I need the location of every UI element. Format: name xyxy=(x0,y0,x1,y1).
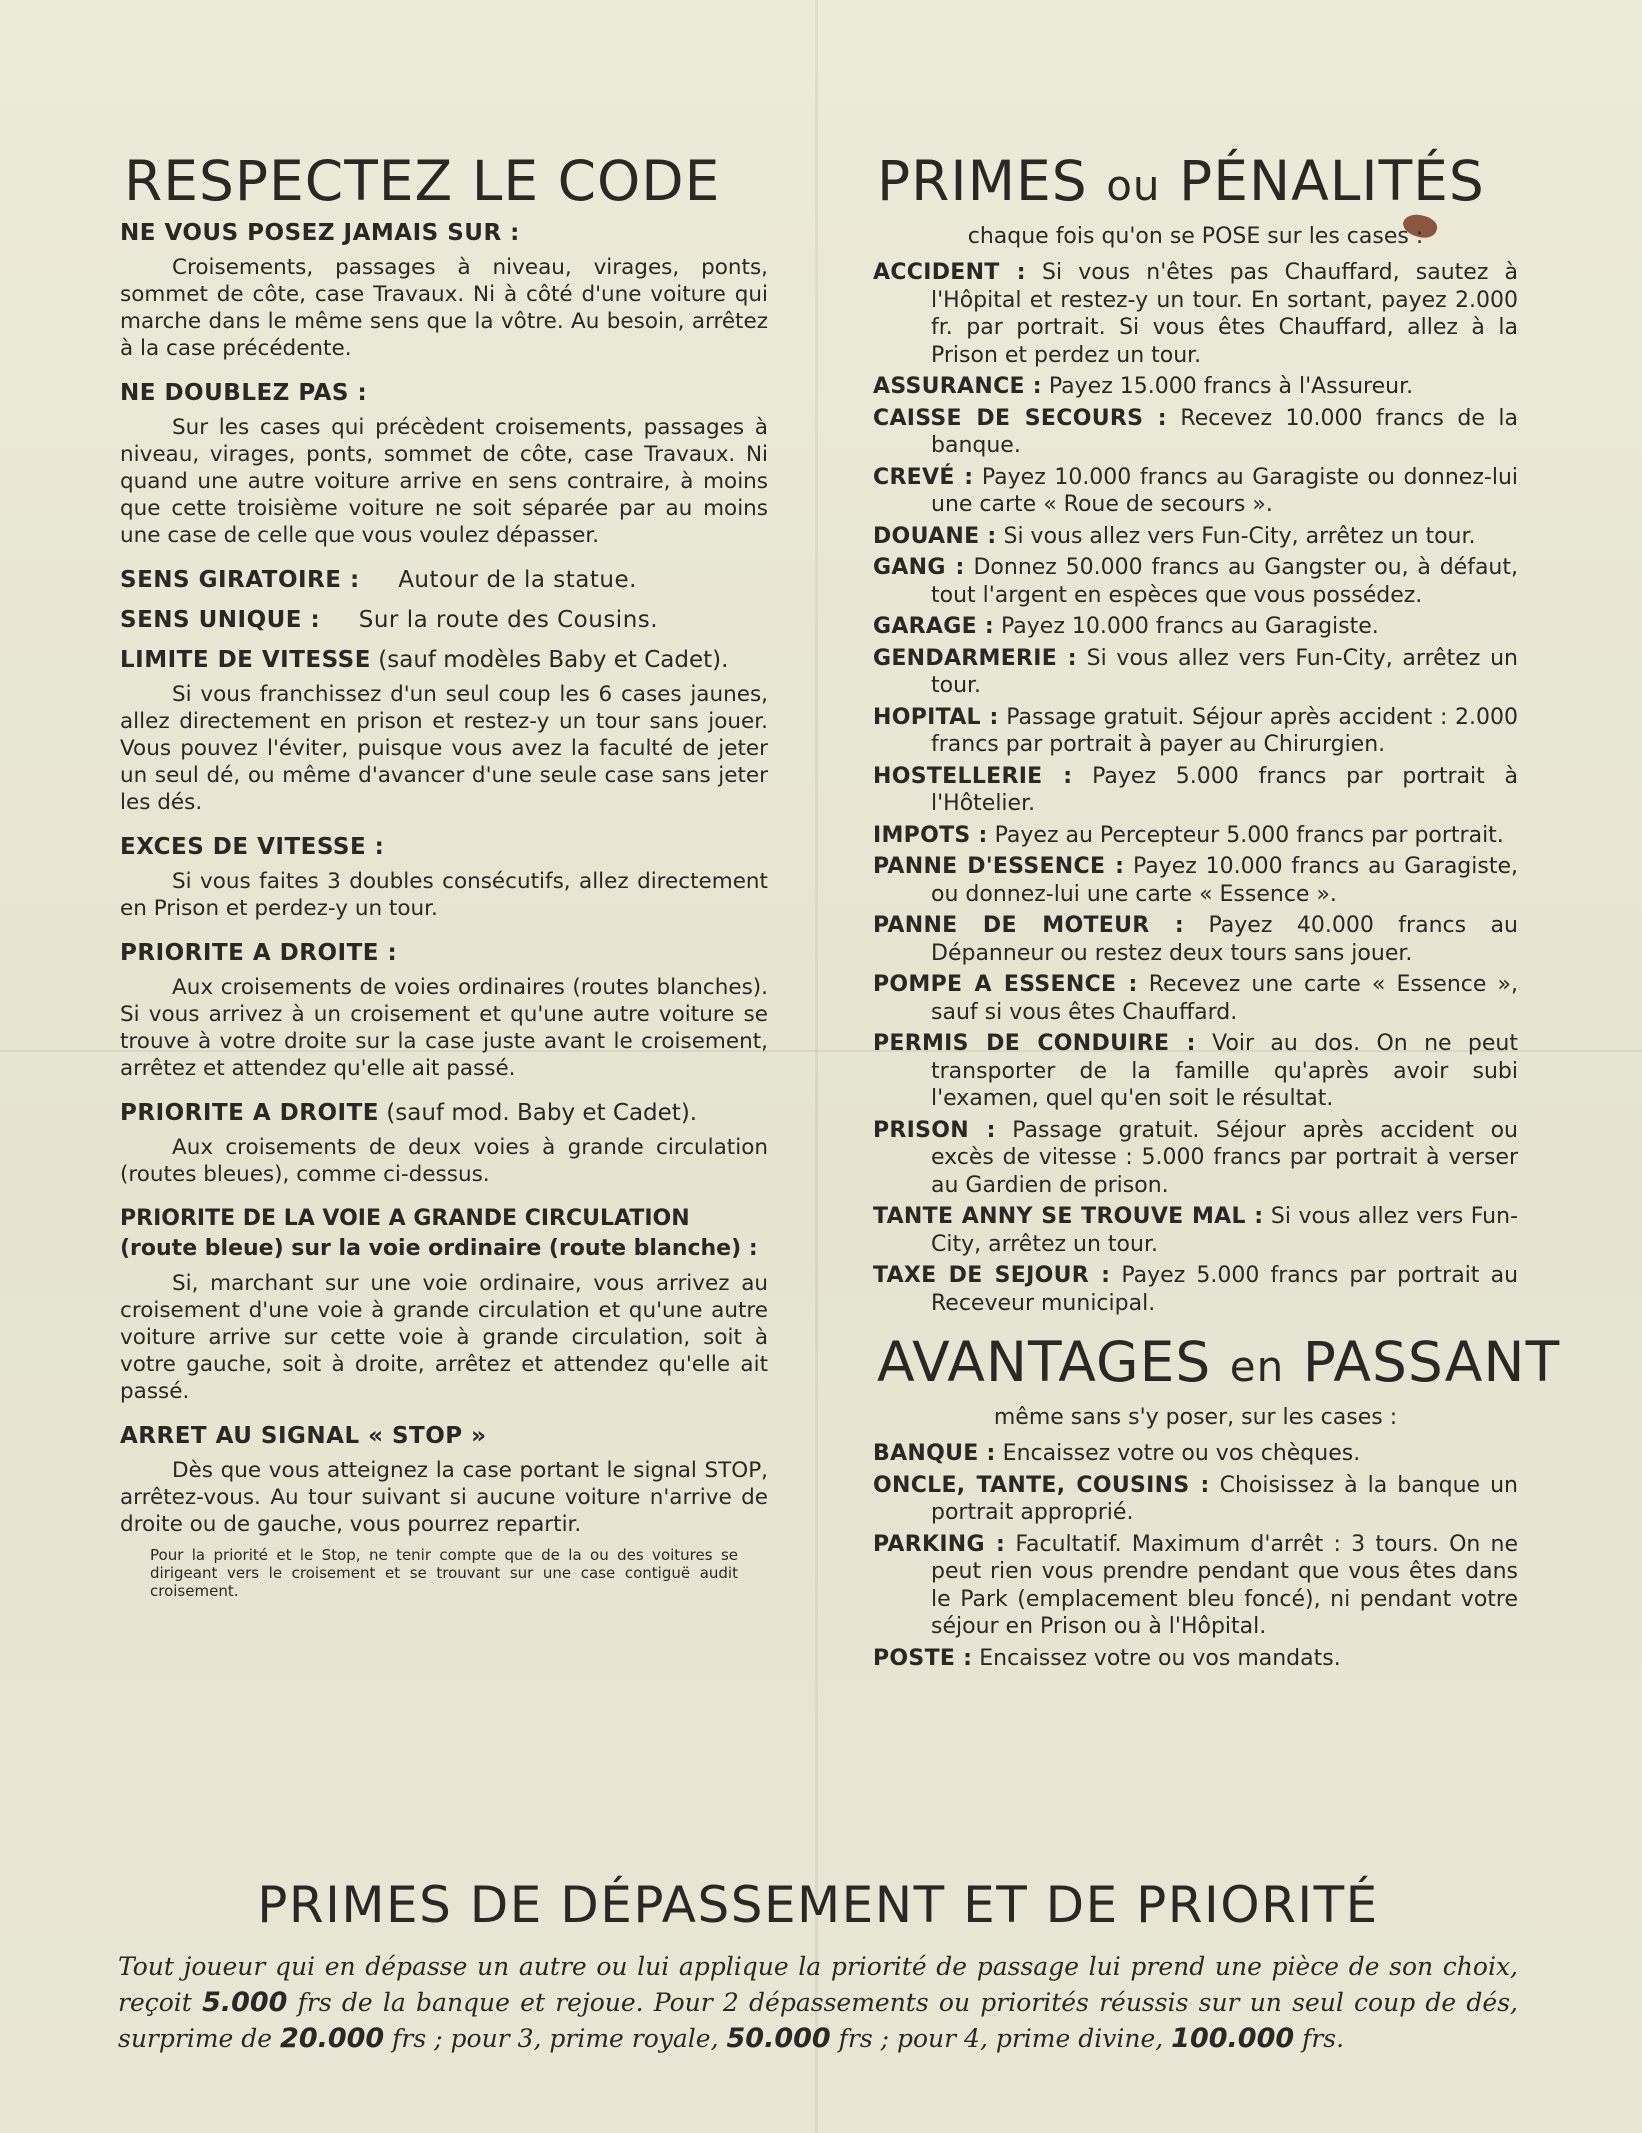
section-body: Si vous franchissez d'un seul coup les 6 cases jaunes, allez directement en prison et restez-y un tour sans jouer. Vous pouvez l'éviter, puisque vous avez la faculté de jeter un seul dé, ou même d'avancer d'une seule case sans jeter les dés. xyxy=(120,682,768,815)
list-item xyxy=(873,822,1518,850)
entry-text: Payez 10.000 francs au Garagiste, ou donnez-lui une carte « Essence ». xyxy=(931,854,1518,907)
entry-text: Encaissez votre ou vos chèques. xyxy=(1002,1441,1361,1466)
entry-text: Passage gratuit. Séjour après accident : 2.000 francs par portrait à payer au Chirurgien. xyxy=(931,704,1518,757)
left-column xyxy=(120,150,768,1600)
list-item xyxy=(873,912,1518,967)
footnote: Pour la priorité et le Stop, ne tenir compte que de la ou des voitures se dirigeant vers le croisement et se trouvant sur une case contiguë audit croisement. xyxy=(150,1546,738,1600)
section-title: EXCES DE VITESSE : xyxy=(120,834,385,860)
section-line xyxy=(120,1098,768,1128)
section-line xyxy=(120,565,768,595)
list-item xyxy=(873,645,1518,700)
bonus-amount: 5.000 xyxy=(202,1987,288,2018)
entry-term: PANNE D'ESSENCE : xyxy=(873,854,1125,879)
entry-text: Recevez 10.000 francs de la banque. xyxy=(931,405,1518,458)
entry-term: ASSURANCE : xyxy=(873,374,1042,399)
entry-term: TAXE DE SEJOUR : xyxy=(873,1263,1111,1288)
list-item xyxy=(873,554,1518,609)
entry-text: Si vous n'êtes pas Chauffard, sautez à l'Hôpital et restez-y un tour. En sortant, payez 2.000 fr. par portrait. Si vous êtes Chauffard, allez à la Prison et perdez un tour. xyxy=(931,260,1519,368)
list-item xyxy=(873,464,1518,519)
list-item xyxy=(873,1472,1518,1527)
entry-term: PANNE DE MOTEUR : xyxy=(873,913,1185,938)
list-item xyxy=(873,1531,1518,1641)
primes-subheading: chaque fois qu'on se POSE sur les cases : xyxy=(967,224,1424,249)
code-section xyxy=(120,938,768,1082)
list-item xyxy=(873,373,1518,401)
code-section xyxy=(120,1421,768,1538)
primes-heading xyxy=(877,150,1518,217)
list-item xyxy=(873,1030,1518,1113)
list-item xyxy=(873,613,1518,641)
section-title: LIMITE DE VITESSE xyxy=(120,647,371,673)
entry-term: PARKING : xyxy=(873,1531,1006,1557)
bonus-heading: PRIMES DE DÉPASSEMENT ET DE PRIORITÉ xyxy=(257,1876,1379,1934)
entry-term: IMPOTS : xyxy=(873,822,988,848)
list-item xyxy=(873,259,1518,369)
entry-text: Si vous allez vers Fun-City, arrêtez un tour. xyxy=(931,1204,1519,1257)
section-inline-text: Sur la route des Cousins. xyxy=(358,607,659,633)
code-section xyxy=(120,1204,768,1405)
section-body: Si vous faites 3 doubles consécutifs, allez directement en Prison et perdez-y un tour. xyxy=(120,869,768,921)
entry-text: Passage gratuit. Séjour après accident ou excès de vitesse : 5.000 francs par portrait à verser au Gardien de prison. xyxy=(931,1117,1518,1198)
entry-text: Facultatif. Maximum d'arrêt : 3 tours. On ne peut rien vous prendre pendant que vous êtes dans le Park (emplacement bleu foncé), ni pendant votre séjour en Prison ou à l'Hôpital. xyxy=(931,1531,1519,1639)
code-heading: RESPECTEZ LE CODE xyxy=(124,149,721,213)
entry-term: ONCLE, TANTE, COUSINS : xyxy=(873,1472,1210,1498)
entry-term: GANG : xyxy=(873,555,965,580)
code-section xyxy=(120,645,768,816)
heading-part: PÉNALITÉS xyxy=(1179,149,1485,213)
list-item xyxy=(873,1440,1518,1468)
section-title: PRIORITE A DROITE xyxy=(120,1100,379,1126)
section-body: Aux croisements de deux voies à grande circulation (routes bleues), comme ci-dessus. xyxy=(120,1135,768,1187)
entry-term: TANTE ANNY SE TROUVE MAL : xyxy=(873,1204,1264,1229)
bottom-section xyxy=(118,1875,1518,2057)
bonus-text: frs ; pour 3, prime royale, xyxy=(384,2024,727,2053)
heading-part: PRIMES xyxy=(877,149,1088,213)
section-line xyxy=(120,605,768,635)
avantages-subheading: même sans s'y poser, sur les cases : xyxy=(993,1405,1398,1430)
list-item xyxy=(873,704,1518,759)
bonus-text: frs. xyxy=(1294,2024,1345,2053)
list-item xyxy=(873,763,1518,818)
entry-text: Choisissez à la banque un portrait approprié. xyxy=(931,1472,1518,1525)
entry-term: POSTE : xyxy=(873,1645,973,1671)
entry-text: Payez 5.000 francs par portrait à l'Hôtelier. xyxy=(931,763,1518,816)
list-item xyxy=(873,971,1518,1026)
code-section xyxy=(120,565,768,595)
entry-text: Payez 15.000 francs à l'Assureur. xyxy=(1048,374,1414,399)
avantages-heading xyxy=(877,1330,1561,1398)
entry-text: Voir au dos. On ne peut transporter de la famille qu'après avoir subi l'examen, quel qu'en soit le résultat. xyxy=(931,1031,1518,1111)
heading-part: AVANTAGES xyxy=(877,1330,1212,1394)
section-title: PRIORITE A DROITE : xyxy=(120,940,398,966)
code-section xyxy=(120,378,768,549)
heading-part: PASSANT xyxy=(1302,1330,1561,1394)
entry-text: Payez 40.000 francs au Dépanneur ou restez deux tours sans jouer. xyxy=(931,913,1518,966)
bonus-text: Tout joueur qui en dépasse un autre ou lui applique la priorité de passage lui prend une pièce de son choix, reçoit xyxy=(118,1952,1518,2017)
entry-text: Donnez 50.000 francs au Gangster ou, à défaut, tout l'argent en espèces que vous possédez. xyxy=(931,555,1518,608)
bonus-amount: 100.000 xyxy=(1171,2023,1295,2054)
entry-term: CAISSE DE SECOURS : xyxy=(873,405,1167,431)
bonus-paragraph xyxy=(118,1949,1518,2057)
entry-term: HOSTELLERIE : xyxy=(873,763,1073,789)
entry-text: Encaissez votre ou vos mandats. xyxy=(979,1645,1341,1671)
section-title: NE DOUBLEZ PAS : xyxy=(120,380,368,406)
list-item xyxy=(873,523,1518,551)
section-title: NE VOUS POSEZ JAMAIS SUR : xyxy=(120,220,520,246)
list-item xyxy=(873,853,1518,908)
list-item xyxy=(873,1117,1518,1200)
section-body: Sur les cases qui précèdent croisements, passages à niveau, virages, ponts, sommet de côte, case Travaux. Ni quand une autre voiture arrive en sens contraire, à moins que cette troisième voiture ne soit séparée par au moins une case de celle que vous voulez dépasser. xyxy=(120,415,768,548)
entry-text: Payez 10.000 francs au Garagiste ou donnez-lui une carte « Roue de secours ». xyxy=(931,464,1518,517)
entry-term: HOPITAL : xyxy=(873,704,999,730)
entry-term: PRISON : xyxy=(873,1117,996,1143)
section-title: ARRET AU SIGNAL « STOP » xyxy=(120,1423,487,1449)
entry-term: GENDARMERIE : xyxy=(873,645,1077,671)
entry-term: POMPE A ESSENCE : xyxy=(873,972,1138,997)
code-section xyxy=(120,1098,768,1188)
primes-list xyxy=(873,259,1518,1317)
entry-text: Payez au Percepteur 5.000 francs par portrait. xyxy=(994,822,1504,848)
entry-text: Si vous allez vers Fun-City, arrêtez un tour. xyxy=(931,645,1518,698)
section-title: SENS GIRATOIRE : xyxy=(120,567,360,593)
entry-text: Recevez une carte « Essence », sauf si vous êtes Chauffard. xyxy=(931,972,1518,1025)
entry-term: BANQUE : xyxy=(873,1441,996,1466)
code-section xyxy=(120,218,768,362)
entry-term: CREVÉ : xyxy=(873,464,974,490)
list-item xyxy=(873,1262,1518,1317)
code-section xyxy=(120,605,768,635)
bonus-text: frs ; pour 4, prime divine, xyxy=(830,2024,1172,2053)
heading-connector: en xyxy=(1229,1342,1285,1391)
section-title: PRIORITE DE LA VOIE A GRANDE CIRCULATION (route bleue) sur la voie ordinaire (route blanche) : xyxy=(120,1206,758,1261)
avantages-list xyxy=(873,1440,1518,1672)
entry-term: DOUANE : xyxy=(873,523,997,549)
entry-text: Si vous allez vers Fun-City, arrêtez un tour. xyxy=(1003,523,1476,549)
bonus-text: frs de la banque et rejoue. Pour 2 dépassements ou priorités réussis sur un seul coup de dés, surprime de xyxy=(118,1988,1518,2053)
entry-term: ACCIDENT : xyxy=(873,260,1026,285)
code-section xyxy=(120,832,768,922)
list-item xyxy=(873,1645,1518,1673)
heading-connector: ou xyxy=(1106,161,1161,210)
section-body: Si, marchant sur une voie ordinaire, vous arrivez au croisement d'une voie à grande circulation et qu'une autre voiture arrive sur cette voie à grande circulation, soit à votre gauche, soit à droite, arrêtez et attendez qu'elle ait passé. xyxy=(120,1271,768,1404)
entry-text: Payez 10.000 francs au Garagiste. xyxy=(1001,614,1379,639)
entry-term: PERMIS DE CONDUIRE : xyxy=(873,1031,1196,1056)
vertical-fold xyxy=(815,0,818,2133)
section-title-note: (sauf modèles Baby et Cadet). xyxy=(370,647,729,673)
bonus-amount: 50.000 xyxy=(726,2023,831,2054)
section-body: Croisements, passages à niveau, virages, ponts, sommet de côte, case Travaux. Ni à côté d'une voiture qui marche dans le même sens que la vôtre. Au besoin, arrêtez à la case précédente. xyxy=(120,255,768,361)
section-title: SENS UNIQUE : xyxy=(120,607,321,633)
section-body: Dès que vous atteignez la case portant le signal STOP, arrêtez-vous. Au tour suivant si aucune voiture n'arrive de droite ou de gauche, vous pourrez repartir. xyxy=(120,1458,768,1537)
list-item xyxy=(873,405,1518,460)
list-item xyxy=(873,1203,1518,1258)
section-inline-text: Autour de la statue. xyxy=(398,567,637,593)
section-body: Aux croisements de voies ordinaires (routes blanches). Si vous arrivez à un croisement et qu'une autre voiture se trouve à votre droite sur la case juste avant le croisement, arrêtez et attendez qu'elle ait passé. xyxy=(120,975,768,1081)
right-column xyxy=(873,149,1561,1676)
entry-term: GARAGE : xyxy=(873,614,994,639)
bonus-amount: 20.000 xyxy=(280,2023,385,2054)
entry-text: Payez 5.000 francs par portrait au Receveur municipal. xyxy=(931,1263,1519,1316)
section-line xyxy=(120,645,768,675)
section-title-note: (sauf mod. Baby et Cadet). xyxy=(378,1100,698,1126)
